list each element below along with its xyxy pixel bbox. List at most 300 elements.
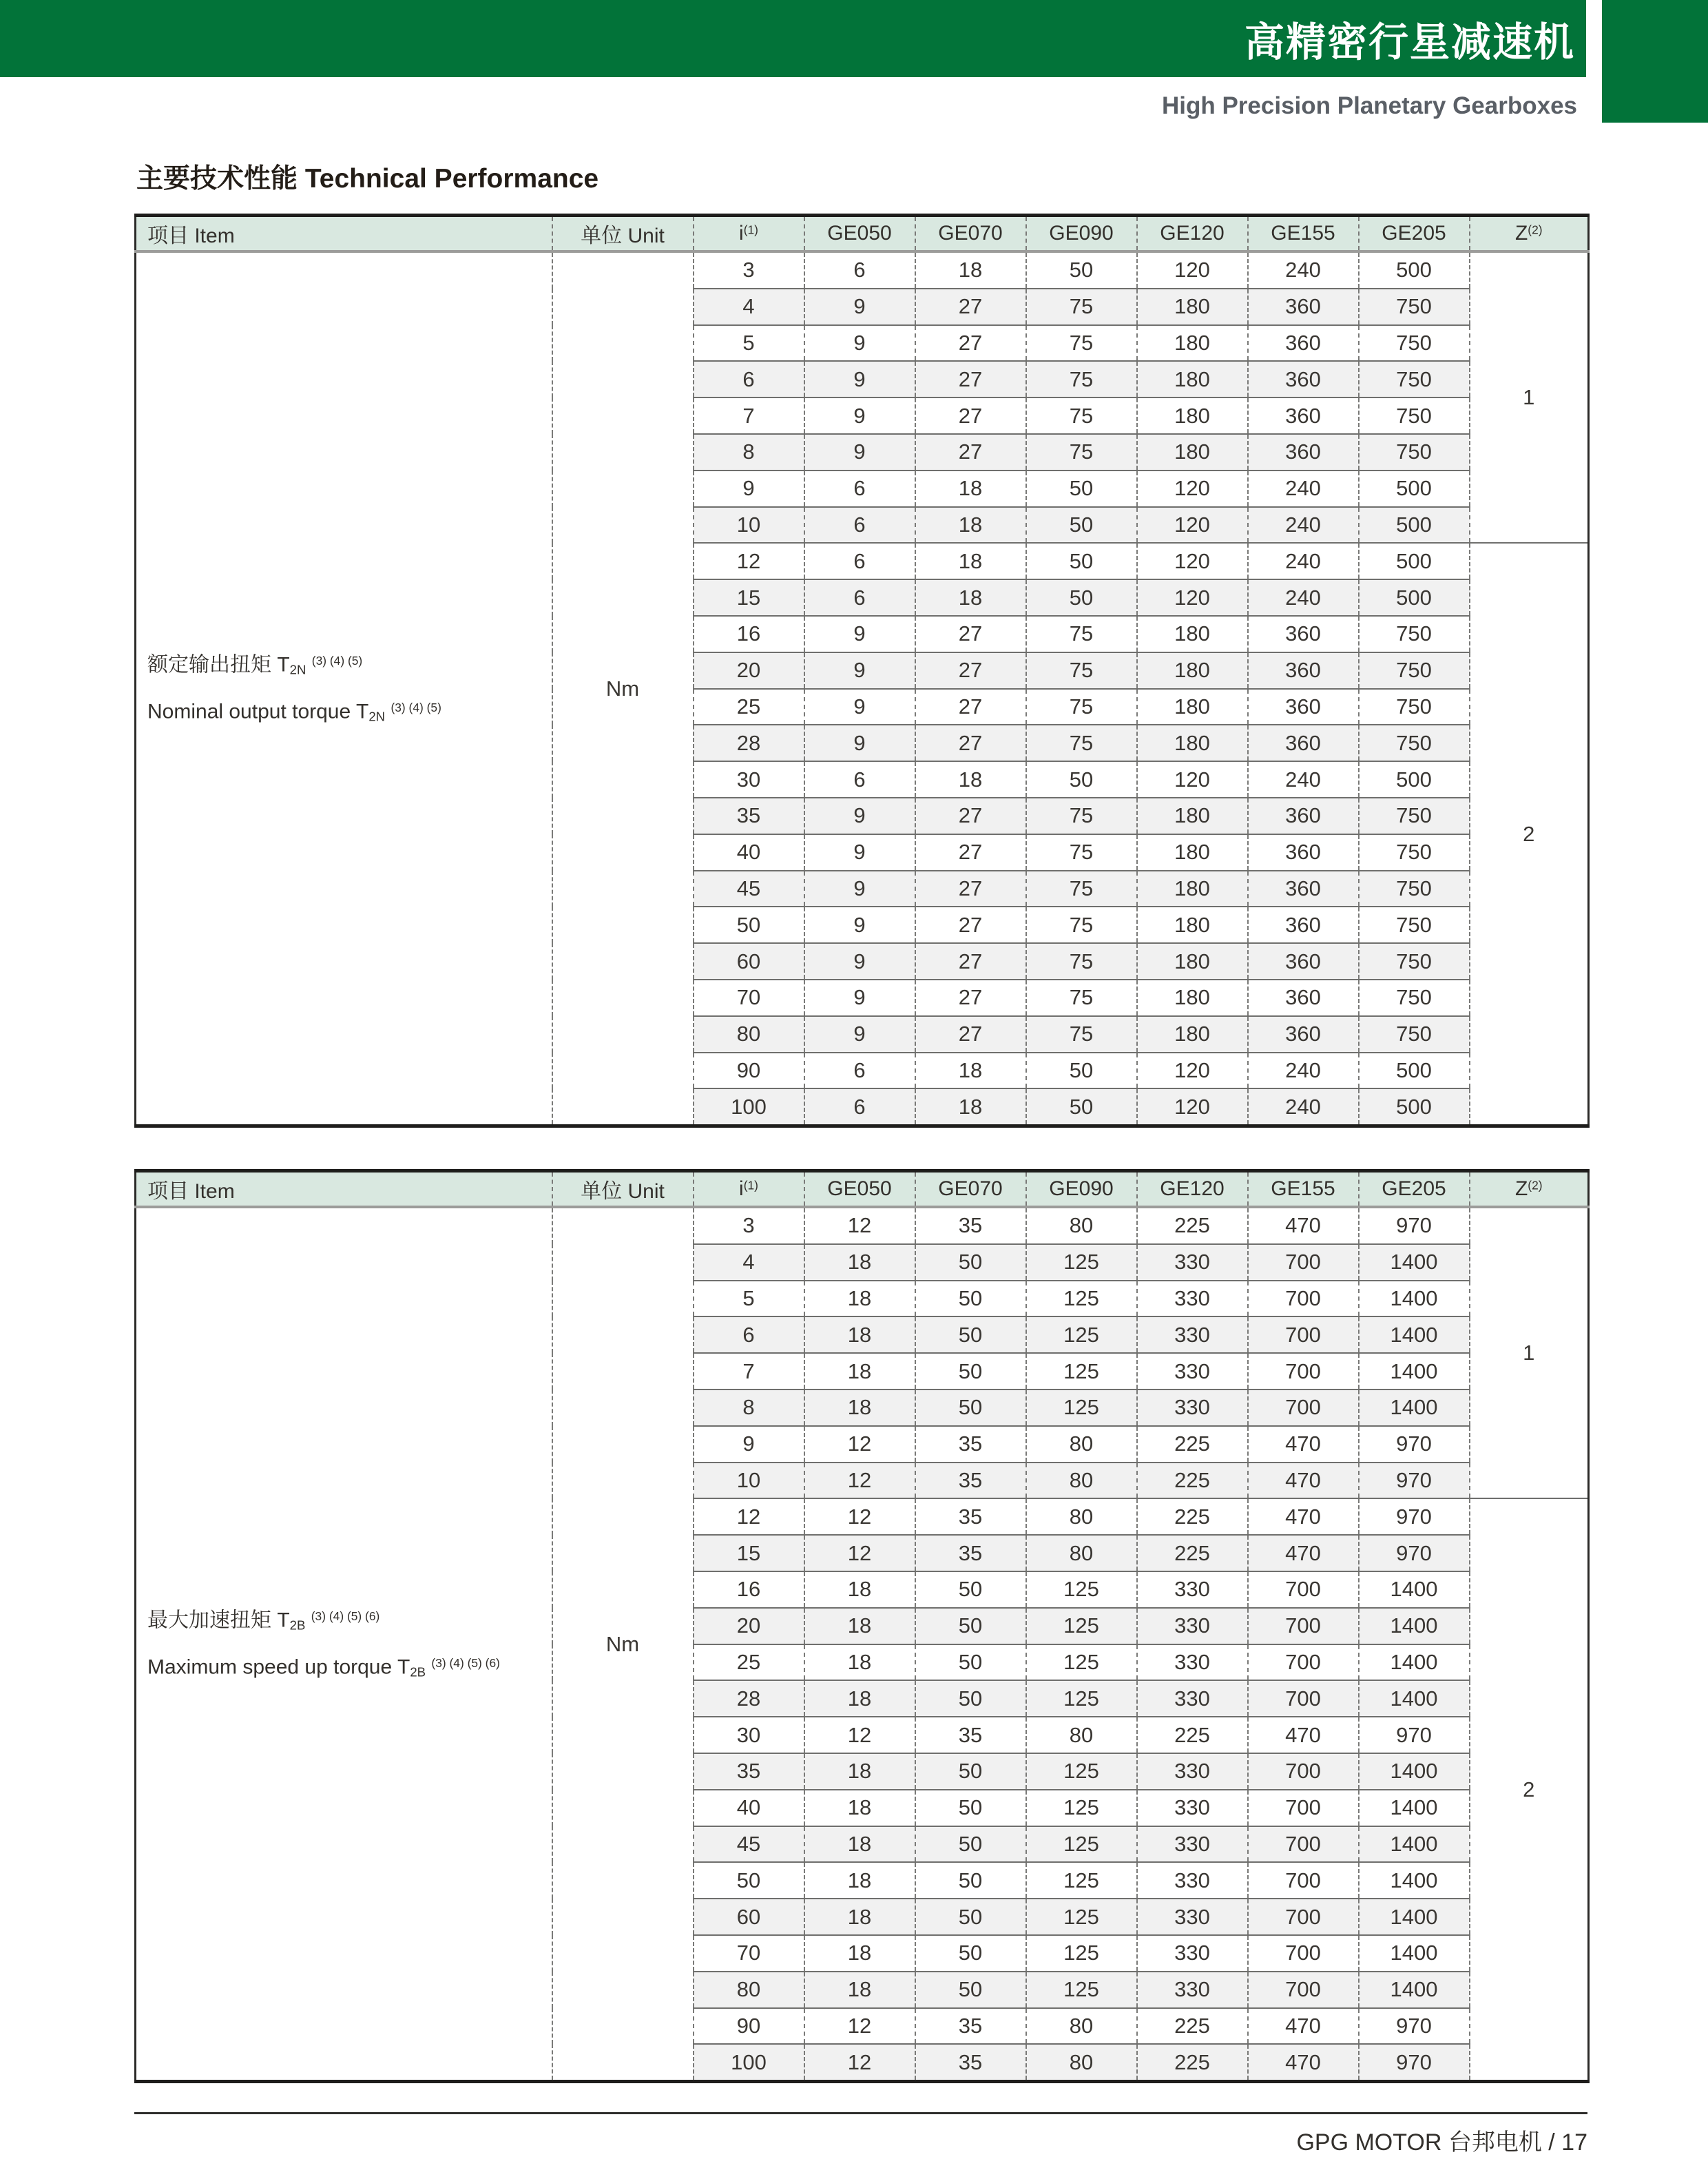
ratio-cell: 8 xyxy=(694,1390,804,1426)
value-cell: 225 xyxy=(1137,2008,1248,2045)
ratio-cell: 12 xyxy=(694,543,804,579)
value-cell: 750 xyxy=(1359,907,1470,943)
item-line-1: 额定输出扭矩 $T_{2N}$ $^{(3) (4) (5)}$ xyxy=(147,653,363,677)
value-cell: 75 xyxy=(1026,798,1137,834)
value-cell: 700 xyxy=(1248,1790,1359,1826)
value-cell: 9 xyxy=(804,289,915,325)
value-cell: 50 xyxy=(915,1826,1026,1863)
value-cell: 27 xyxy=(915,397,1026,434)
value-cell: 6 xyxy=(804,543,915,579)
value-cell: 80 xyxy=(1026,2008,1137,2045)
value-cell: 1400 xyxy=(1359,1244,1470,1281)
value-cell: 180 xyxy=(1137,834,1248,871)
header-row xyxy=(136,1171,1589,1208)
value-cell: 750 xyxy=(1359,1016,1470,1053)
value-cell: 700 xyxy=(1248,1353,1359,1390)
ratio-cell: 15 xyxy=(694,579,804,616)
value-cell: 27 xyxy=(915,725,1026,761)
value-cell: 125 xyxy=(1026,1826,1137,1863)
item-cell xyxy=(136,1207,552,2082)
value-cell: 360 xyxy=(1248,434,1359,471)
value-cell: 700 xyxy=(1248,1862,1359,1899)
value-cell: 12 xyxy=(804,1717,915,1753)
ratio-cell: 28 xyxy=(694,1680,804,1717)
value-cell: 50 xyxy=(915,1316,1026,1353)
ratio-cell: 35 xyxy=(694,1753,804,1790)
superscript: (2) xyxy=(1528,1178,1543,1192)
ratio-cell: 20 xyxy=(694,1608,804,1644)
value-cell: 330 xyxy=(1137,1244,1248,1281)
item-line-1: 最大加速扭矩 $T_{2B}$ $^{(3) (4) (5) (6)}$ xyxy=(147,1609,380,1633)
value-cell: 225 xyxy=(1137,2044,1248,2081)
value-cell: 330 xyxy=(1137,1281,1248,1317)
ratio-cell: 12 xyxy=(694,1498,804,1535)
value-cell: 240 xyxy=(1248,1088,1359,1126)
col-header-model-5: GE155 xyxy=(1248,1171,1359,1208)
col-header-model-4: GE120 xyxy=(1137,1171,1248,1208)
unit-cell: Nm xyxy=(552,1207,694,2082)
value-cell: 27 xyxy=(915,325,1026,362)
value-cell: 50 xyxy=(915,1680,1026,1717)
value-cell: 75 xyxy=(1026,834,1137,871)
ratio-cell: 60 xyxy=(694,1899,804,1935)
value-cell: 50 xyxy=(915,1608,1026,1644)
ratio-cell: 3 xyxy=(694,251,804,289)
superscript: (3) (4) (5) xyxy=(311,654,363,668)
value-cell: 27 xyxy=(915,907,1026,943)
col-header-model-5: GE155 xyxy=(1248,216,1359,252)
ratio-cell: 16 xyxy=(694,616,804,652)
banner-subtitle: High Precision Planetary Gearboxes xyxy=(1161,92,1577,119)
value-cell: 125 xyxy=(1026,1281,1137,1317)
value-cell: 75 xyxy=(1026,689,1137,725)
spec-table-1 xyxy=(134,214,1590,1128)
value-cell: 50 xyxy=(1026,543,1137,579)
value-cell: 75 xyxy=(1026,361,1137,397)
value-cell: 18 xyxy=(804,1826,915,1863)
ratio-cell: 9 xyxy=(694,471,804,507)
value-cell: 75 xyxy=(1026,652,1137,689)
value-cell: 1400 xyxy=(1359,1972,1470,2008)
value-cell: 1400 xyxy=(1359,1899,1470,1935)
ratio-cell: 40 xyxy=(694,1790,804,1826)
value-cell: 700 xyxy=(1248,1826,1359,1863)
superscript: (2) xyxy=(1528,223,1543,237)
value-cell: 750 xyxy=(1359,943,1470,980)
value-cell: 180 xyxy=(1137,361,1248,397)
value-cell: 360 xyxy=(1248,907,1359,943)
value-cell: 9 xyxy=(804,397,915,434)
value-cell: 700 xyxy=(1248,1608,1359,1644)
col-header-model-4: GE120 xyxy=(1137,216,1248,252)
value-cell: 18 xyxy=(804,1281,915,1317)
value-cell: 18 xyxy=(915,507,1026,544)
section-title: 主要技术性能 Technical Performance xyxy=(136,164,599,194)
value-cell: 700 xyxy=(1248,1753,1359,1790)
value-cell: 360 xyxy=(1248,361,1359,397)
value-cell: 12 xyxy=(804,1535,915,1571)
z-cell: 1 xyxy=(1470,251,1589,543)
value-cell: 125 xyxy=(1026,1608,1137,1644)
value-cell: 27 xyxy=(915,289,1026,325)
value-cell: 9 xyxy=(804,689,915,725)
value-cell: 27 xyxy=(915,616,1026,652)
value-cell: 970 xyxy=(1359,1717,1470,1753)
value-cell: 75 xyxy=(1026,397,1137,434)
value-cell: 50 xyxy=(1026,761,1137,798)
value-cell: 500 xyxy=(1359,761,1470,798)
value-cell: 360 xyxy=(1248,652,1359,689)
value-cell: 75 xyxy=(1026,1016,1137,1053)
value-cell: 500 xyxy=(1359,1053,1470,1089)
value-cell: 75 xyxy=(1026,943,1137,980)
value-cell: 50 xyxy=(915,1899,1026,1935)
spec-table-2 xyxy=(134,1169,1590,2083)
ratio-cell: 25 xyxy=(694,689,804,725)
ratio-cell: 7 xyxy=(694,397,804,434)
value-cell: 330 xyxy=(1137,1753,1248,1790)
value-cell: 330 xyxy=(1137,1972,1248,2008)
ratio-cell: 7 xyxy=(694,1353,804,1390)
value-cell: 9 xyxy=(804,434,915,471)
value-cell: 50 xyxy=(915,1972,1026,2008)
value-cell: 125 xyxy=(1026,1244,1137,1281)
value-cell: 9 xyxy=(804,871,915,907)
value-cell: 225 xyxy=(1137,1426,1248,1463)
value-cell: 750 xyxy=(1359,834,1470,871)
value-cell: 18 xyxy=(804,1390,915,1426)
value-cell: 9 xyxy=(804,907,915,943)
value-cell: 18 xyxy=(915,761,1026,798)
value-cell: 35 xyxy=(915,1498,1026,1535)
value-cell: 50 xyxy=(915,1790,1026,1826)
value-cell: 6 xyxy=(804,471,915,507)
value-cell: 700 xyxy=(1248,1935,1359,1972)
value-cell: 125 xyxy=(1026,1571,1137,1608)
item-cell xyxy=(136,251,552,1126)
footer-page-label: GPG MOTOR 台邦电机 / 17 xyxy=(1296,2129,1587,2156)
value-cell: 1400 xyxy=(1359,1862,1470,1899)
value-cell: 80 xyxy=(1026,1717,1137,1753)
value-cell: 1400 xyxy=(1359,1608,1470,1644)
value-cell: 18 xyxy=(915,543,1026,579)
value-cell: 120 xyxy=(1137,507,1248,544)
ratio-cell: 30 xyxy=(694,761,804,798)
value-cell: 50 xyxy=(915,1353,1026,1390)
value-cell: 18 xyxy=(804,1353,915,1390)
value-cell: 500 xyxy=(1359,471,1470,507)
value-cell: 360 xyxy=(1248,289,1359,325)
value-cell: 18 xyxy=(804,1899,915,1935)
footer-divider xyxy=(134,2112,1587,2114)
value-cell: 35 xyxy=(915,2044,1026,2081)
unit-cell: Nm xyxy=(552,251,694,1126)
col-header-model-6: GE205 xyxy=(1359,216,1470,252)
value-cell: 1400 xyxy=(1359,1316,1470,1353)
subscript: 2N xyxy=(368,708,386,723)
value-cell: 9 xyxy=(804,361,915,397)
value-cell: 750 xyxy=(1359,616,1470,652)
value-cell: 125 xyxy=(1026,1753,1137,1790)
value-cell: 75 xyxy=(1026,907,1137,943)
value-cell: 80 xyxy=(1026,2044,1137,2081)
value-cell: 6 xyxy=(804,579,915,616)
value-cell: 125 xyxy=(1026,1972,1137,2008)
ratio-cell: 10 xyxy=(694,1463,804,1499)
col-header-model-6: GE205 xyxy=(1359,1171,1470,1208)
value-cell: 330 xyxy=(1137,1790,1248,1826)
value-cell: 470 xyxy=(1248,1535,1359,1571)
value-cell: 27 xyxy=(915,798,1026,834)
value-cell: 750 xyxy=(1359,289,1470,325)
value-cell: 330 xyxy=(1137,1862,1248,1899)
ratio-cell: 4 xyxy=(694,1244,804,1281)
ratio-cell: 90 xyxy=(694,1053,804,1089)
value-cell: 750 xyxy=(1359,725,1470,761)
value-cell: 1400 xyxy=(1359,1826,1470,1863)
superscript: (3) (4) (5) xyxy=(390,700,441,714)
value-cell: 360 xyxy=(1248,1016,1359,1053)
ratio-cell: 5 xyxy=(694,325,804,362)
ratio-cell: 50 xyxy=(694,1862,804,1899)
value-cell: 360 xyxy=(1248,798,1359,834)
value-cell: 50 xyxy=(915,1935,1026,1972)
value-cell: 35 xyxy=(915,1535,1026,1571)
table-row xyxy=(136,251,1589,289)
value-cell: 27 xyxy=(915,1016,1026,1053)
value-cell: 18 xyxy=(804,1935,915,1972)
value-cell: 700 xyxy=(1248,1899,1359,1935)
ratio-cell: 70 xyxy=(694,980,804,1016)
value-cell: 500 xyxy=(1359,1088,1470,1126)
ratio-cell: 80 xyxy=(694,1016,804,1053)
value-cell: 18 xyxy=(804,1644,915,1681)
value-cell: 9 xyxy=(804,616,915,652)
value-cell: 330 xyxy=(1137,1390,1248,1426)
value-cell: 1400 xyxy=(1359,1571,1470,1608)
col-header-model-3: GE090 xyxy=(1026,216,1137,252)
value-cell: 50 xyxy=(915,1571,1026,1608)
value-cell: 12 xyxy=(804,1463,915,1499)
value-cell: 6 xyxy=(804,251,915,289)
value-cell: 700 xyxy=(1248,1281,1359,1317)
value-cell: 330 xyxy=(1137,1571,1248,1608)
value-cell: 9 xyxy=(804,798,915,834)
z-cell: 2 xyxy=(1470,543,1589,1126)
ratio-cell: 6 xyxy=(694,1316,804,1353)
value-cell: 180 xyxy=(1137,943,1248,980)
value-cell: 80 xyxy=(1026,1207,1137,1244)
value-cell: 80 xyxy=(1026,1498,1137,1535)
value-cell: 18 xyxy=(915,1053,1026,1089)
ratio-cell: 70 xyxy=(694,1935,804,1972)
value-cell: 35 xyxy=(915,1717,1026,1753)
value-cell: 240 xyxy=(1248,507,1359,544)
ratio-cell: 35 xyxy=(694,798,804,834)
value-cell: 50 xyxy=(1026,579,1137,616)
value-cell: 50 xyxy=(1026,1088,1137,1126)
technical-performance-table-1-wrap xyxy=(134,214,1587,1128)
value-cell: 330 xyxy=(1137,1826,1248,1863)
value-cell: 9 xyxy=(804,980,915,1016)
value-cell: 18 xyxy=(804,1680,915,1717)
value-cell: 18 xyxy=(915,579,1026,616)
ratio-cell: 10 xyxy=(694,507,804,544)
value-cell: 700 xyxy=(1248,1680,1359,1717)
value-cell: 700 xyxy=(1248,1644,1359,1681)
value-cell: 240 xyxy=(1248,251,1359,289)
value-cell: 50 xyxy=(915,1862,1026,1899)
superscript: (3) (4) (5) (6) xyxy=(431,1655,500,1670)
value-cell: 500 xyxy=(1359,543,1470,579)
value-cell: 18 xyxy=(804,1608,915,1644)
value-cell: 9 xyxy=(804,1016,915,1053)
value-cell: 360 xyxy=(1248,397,1359,434)
value-cell: 1400 xyxy=(1359,1935,1470,1972)
value-cell: 225 xyxy=(1137,1717,1248,1753)
ratio-cell: 15 xyxy=(694,1535,804,1571)
value-cell: 18 xyxy=(804,1862,915,1899)
value-cell: 180 xyxy=(1137,907,1248,943)
ratio-cell: 50 xyxy=(694,907,804,943)
value-cell: 75 xyxy=(1026,980,1137,1016)
value-cell: 12 xyxy=(804,1426,915,1463)
value-cell: 6 xyxy=(804,1088,915,1126)
ratio-cell: 45 xyxy=(694,871,804,907)
value-cell: 125 xyxy=(1026,1390,1137,1426)
value-cell: 12 xyxy=(804,1207,915,1244)
value-cell: 180 xyxy=(1137,980,1248,1016)
ratio-cell: 16 xyxy=(694,1571,804,1608)
ratio-cell: 40 xyxy=(694,834,804,871)
value-cell: 180 xyxy=(1137,434,1248,471)
technical-performance-table-2-wrap xyxy=(134,1169,1587,2083)
value-cell: 120 xyxy=(1137,471,1248,507)
value-cell: 970 xyxy=(1359,1426,1470,1463)
value-cell: 700 xyxy=(1248,1972,1359,2008)
col-header-ratio: $i^{(1)}$ xyxy=(694,1171,804,1208)
value-cell: 125 xyxy=(1026,1316,1137,1353)
value-cell: 50 xyxy=(915,1281,1026,1317)
value-cell: 50 xyxy=(915,1644,1026,1681)
value-cell: 50 xyxy=(1026,507,1137,544)
col-header-item: 项目 Item xyxy=(136,216,552,252)
value-cell: 970 xyxy=(1359,1535,1470,1571)
value-cell: 120 xyxy=(1137,1053,1248,1089)
value-cell: 330 xyxy=(1137,1316,1248,1353)
value-cell: 18 xyxy=(804,1316,915,1353)
value-cell: 50 xyxy=(915,1753,1026,1790)
value-cell: 180 xyxy=(1137,616,1248,652)
value-cell: 970 xyxy=(1359,1498,1470,1535)
value-cell: 125 xyxy=(1026,1680,1137,1717)
value-cell: 1400 xyxy=(1359,1353,1470,1390)
value-cell: 80 xyxy=(1026,1463,1137,1499)
value-cell: 12 xyxy=(804,1498,915,1535)
value-cell: 75 xyxy=(1026,325,1137,362)
value-cell: 125 xyxy=(1026,1790,1137,1826)
value-cell: 125 xyxy=(1026,1935,1137,1972)
value-cell: 360 xyxy=(1248,325,1359,362)
value-cell: 80 xyxy=(1026,1426,1137,1463)
value-cell: 330 xyxy=(1137,1353,1248,1390)
value-cell: 180 xyxy=(1137,325,1248,362)
value-cell: 180 xyxy=(1137,652,1248,689)
value-cell: 18 xyxy=(804,1790,915,1826)
value-cell: 18 xyxy=(804,1972,915,2008)
value-cell: 225 xyxy=(1137,1498,1248,1535)
col-header-ratio: $i^{(1)}$ xyxy=(694,216,804,252)
ratio-cell: 6 xyxy=(694,361,804,397)
value-cell: 125 xyxy=(1026,1899,1137,1935)
value-cell: 12 xyxy=(804,2044,915,2081)
value-cell: 27 xyxy=(915,943,1026,980)
item-line-2: Nominal output torque $T_{2N}$ $^{(3) (4) (5)}$ xyxy=(147,700,441,723)
value-cell: 330 xyxy=(1137,1608,1248,1644)
value-cell: 1400 xyxy=(1359,1281,1470,1317)
value-cell: 6 xyxy=(804,507,915,544)
value-cell: 9 xyxy=(804,834,915,871)
value-cell: 330 xyxy=(1137,1644,1248,1681)
value-cell: 18 xyxy=(804,1753,915,1790)
value-cell: 240 xyxy=(1248,543,1359,579)
value-cell: 75 xyxy=(1026,725,1137,761)
value-cell: 50 xyxy=(915,1244,1026,1281)
value-cell: 120 xyxy=(1137,251,1248,289)
value-cell: 360 xyxy=(1248,871,1359,907)
value-cell: 330 xyxy=(1137,1680,1248,1717)
value-cell: 1400 xyxy=(1359,1390,1470,1426)
value-cell: 9 xyxy=(804,652,915,689)
value-cell: 120 xyxy=(1137,543,1248,579)
value-cell: 80 xyxy=(1026,1535,1137,1571)
col-header-model-2: GE070 xyxy=(915,216,1026,252)
ratio-cell: 8 xyxy=(694,434,804,471)
value-cell: 27 xyxy=(915,834,1026,871)
value-cell: 240 xyxy=(1248,471,1359,507)
ratio-cell: 28 xyxy=(694,725,804,761)
value-cell: 330 xyxy=(1137,1935,1248,1972)
ratio-cell: 9 xyxy=(694,1426,804,1463)
value-cell: 180 xyxy=(1137,289,1248,325)
value-cell: 225 xyxy=(1137,1535,1248,1571)
ratio-cell: 100 xyxy=(694,2044,804,2081)
value-cell: 9 xyxy=(804,943,915,980)
superscript: (1) xyxy=(743,223,758,237)
value-cell: 1400 xyxy=(1359,1644,1470,1681)
col-header-z: $Z^{(2)}$ xyxy=(1470,1171,1589,1208)
subscript: 2B xyxy=(410,1664,426,1679)
value-cell: 470 xyxy=(1248,2008,1359,2045)
value-cell: 240 xyxy=(1248,1053,1359,1089)
header-banner xyxy=(0,0,1586,77)
superscript: (1) xyxy=(743,1178,758,1192)
col-header-item: 项目 Item xyxy=(136,1171,552,1208)
value-cell: 700 xyxy=(1248,1390,1359,1426)
value-cell: 18 xyxy=(915,1088,1026,1126)
value-cell: 50 xyxy=(1026,471,1137,507)
value-cell: 700 xyxy=(1248,1571,1359,1608)
value-cell: 360 xyxy=(1248,616,1359,652)
value-cell: 6 xyxy=(804,1053,915,1089)
value-cell: 360 xyxy=(1248,943,1359,980)
ratio-cell: 25 xyxy=(694,1644,804,1681)
item-line-2: Maximum speed up torque $T_{2B}$ $^{(3) (4) (5) (6)}$ xyxy=(147,1655,500,1679)
value-cell: 360 xyxy=(1248,725,1359,761)
value-cell: 180 xyxy=(1137,1016,1248,1053)
value-cell: 75 xyxy=(1026,289,1137,325)
ratio-cell: 4 xyxy=(694,289,804,325)
